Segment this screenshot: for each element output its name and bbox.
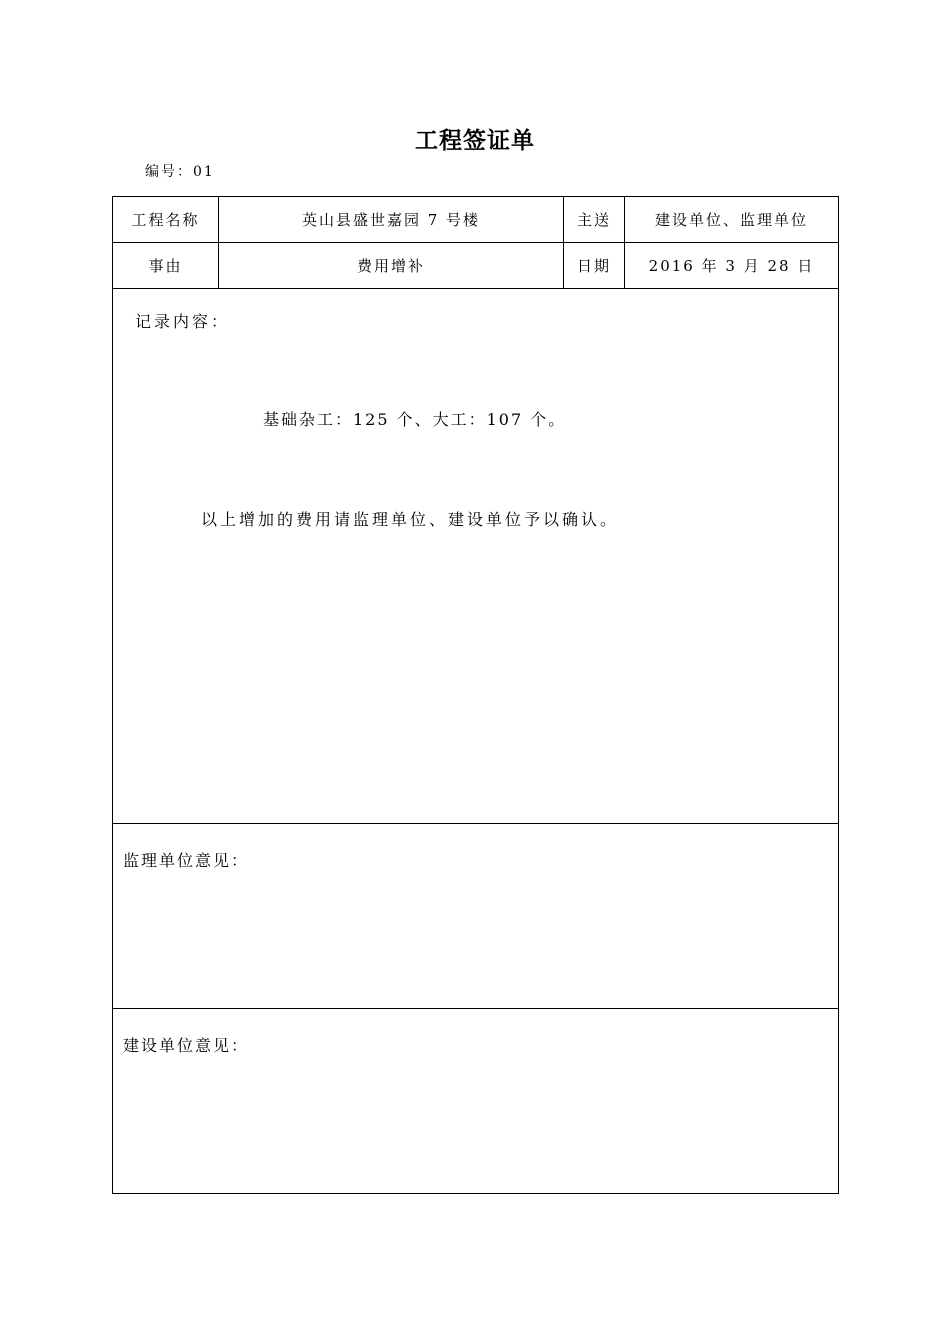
recipient-value: 建设单位、监理单位 — [625, 197, 839, 243]
date-label: 日期 — [564, 243, 625, 289]
recipient-label: 主送 — [564, 197, 625, 243]
record-content-line: 以上增加的费用请监理单位、建设单位予以确认。 — [201, 510, 620, 529]
table-row — [113, 824, 839, 1009]
page-title: 工程签证单 — [415, 128, 535, 154]
supervisor-opinion-label: 监理单位意见： — [123, 851, 250, 870]
date-value: 2016 年 3 月 28 日 — [625, 243, 839, 289]
record-content-label: 记录内容： — [135, 312, 231, 331]
record-content-line: 基础杂工：125 个、大工：107 个。 — [263, 410, 567, 429]
record-content-cell — [113, 289, 839, 824]
reason-value: 费用增补 — [219, 243, 564, 289]
table-row — [113, 289, 839, 824]
owner-opinion-label: 建设单位意见： — [123, 1036, 250, 1055]
table-row — [113, 243, 839, 289]
owner-opinion-cell — [113, 1009, 839, 1194]
document-number: 编号：01 — [145, 164, 215, 180]
supervisor-opinion-cell — [113, 824, 839, 1009]
project-name-label: 工程名称 — [113, 197, 219, 243]
table-row — [113, 197, 839, 243]
project-name-value: 英山县盛世嘉园 7 号楼 — [219, 197, 564, 243]
reason-label: 事由 — [113, 243, 219, 289]
table-row — [113, 1009, 839, 1194]
visa-form-table — [112, 196, 839, 1194]
